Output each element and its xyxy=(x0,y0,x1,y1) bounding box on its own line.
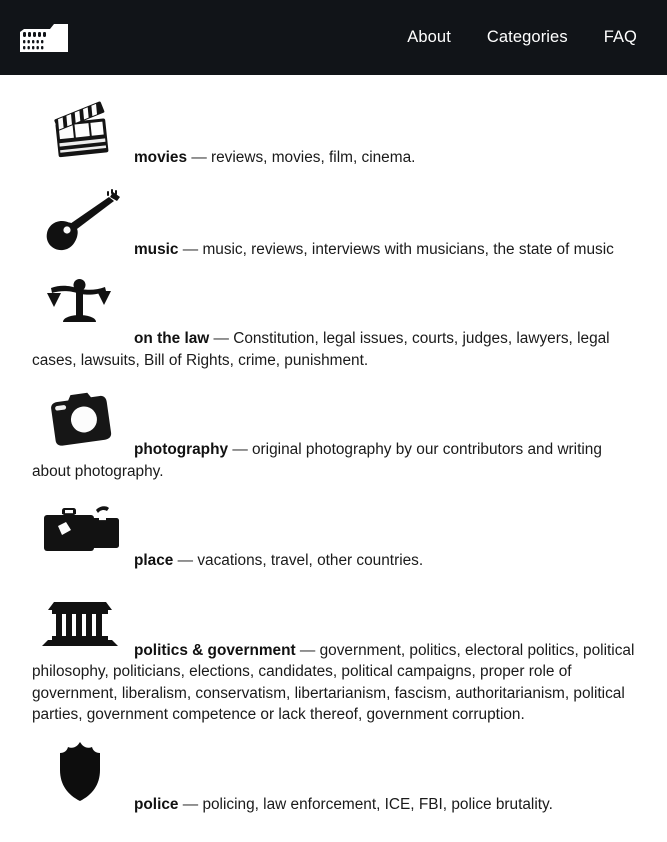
nav-link-categories[interactable]: Categories xyxy=(486,28,568,47)
category-item-on-the-law[interactable] xyxy=(32,272,635,371)
em-dash: — xyxy=(213,330,229,347)
category-detail: government, politics, electoral politics, political philosophy, politicians, elections, candidates, political campaigns, proper role of government, liberalism, conservatism, libertarianism, fascism, authoritarianism, political parties, government competence or lack thereof, government corruption. xyxy=(32,641,635,723)
category-item-movies[interactable] xyxy=(32,91,635,169)
category-item-police[interactable] xyxy=(32,738,635,816)
em-dash: — xyxy=(182,795,199,813)
clapperboard-icon xyxy=(32,91,128,161)
category-detail: vacations, travel, other countries. xyxy=(197,552,424,569)
category-detail: music, reviews, interviews with musicians, the state of music xyxy=(202,240,614,258)
category-detail: reviews, movies, film, cinema. xyxy=(211,149,416,166)
colosseum-logo-icon xyxy=(12,18,74,58)
scales-of-justice-icon xyxy=(32,272,128,334)
category-detail: policing, law enforcement, ICE, FBI, police brutality. xyxy=(202,795,553,813)
category-detail: original photography by our contributors and writing about photography. xyxy=(32,441,602,480)
category-name: music xyxy=(134,240,179,258)
em-dash: — xyxy=(177,552,194,569)
category-name: movies xyxy=(134,149,188,166)
category-detail: Constitution, legal issues, courts, judges, lawyers, legal cases, lawsuits, Bill of Rights, crime, punishment. xyxy=(32,330,610,369)
em-dash: — xyxy=(299,641,316,659)
police-badge-icon xyxy=(32,738,128,804)
government-building-icon xyxy=(32,584,128,650)
categories-page-body xyxy=(0,75,667,842)
em-dash: — xyxy=(182,240,199,258)
category-name: place xyxy=(134,552,174,569)
category-item-music[interactable] xyxy=(32,183,635,261)
category-name: politics & government xyxy=(134,641,296,659)
category-item-place[interactable] xyxy=(32,494,635,572)
category-name: police xyxy=(134,795,179,813)
nav-link-about[interactable]: About xyxy=(407,28,451,47)
category-item-politics-government[interactable] xyxy=(32,584,635,726)
electric-guitar-icon xyxy=(32,183,128,253)
site-logo[interactable] xyxy=(10,0,74,75)
nav-link-faq[interactable]: FAQ xyxy=(603,28,637,47)
category-name: photography xyxy=(134,441,229,458)
category-name: on the law xyxy=(134,330,210,347)
em-dash: — xyxy=(191,149,207,166)
camera-icon xyxy=(32,383,128,453)
main-navigation xyxy=(407,29,639,46)
site-header xyxy=(0,0,667,75)
luggage-icon xyxy=(32,494,128,560)
category-list xyxy=(32,75,635,815)
em-dash: — xyxy=(232,441,248,458)
category-item-photography[interactable] xyxy=(32,383,635,482)
